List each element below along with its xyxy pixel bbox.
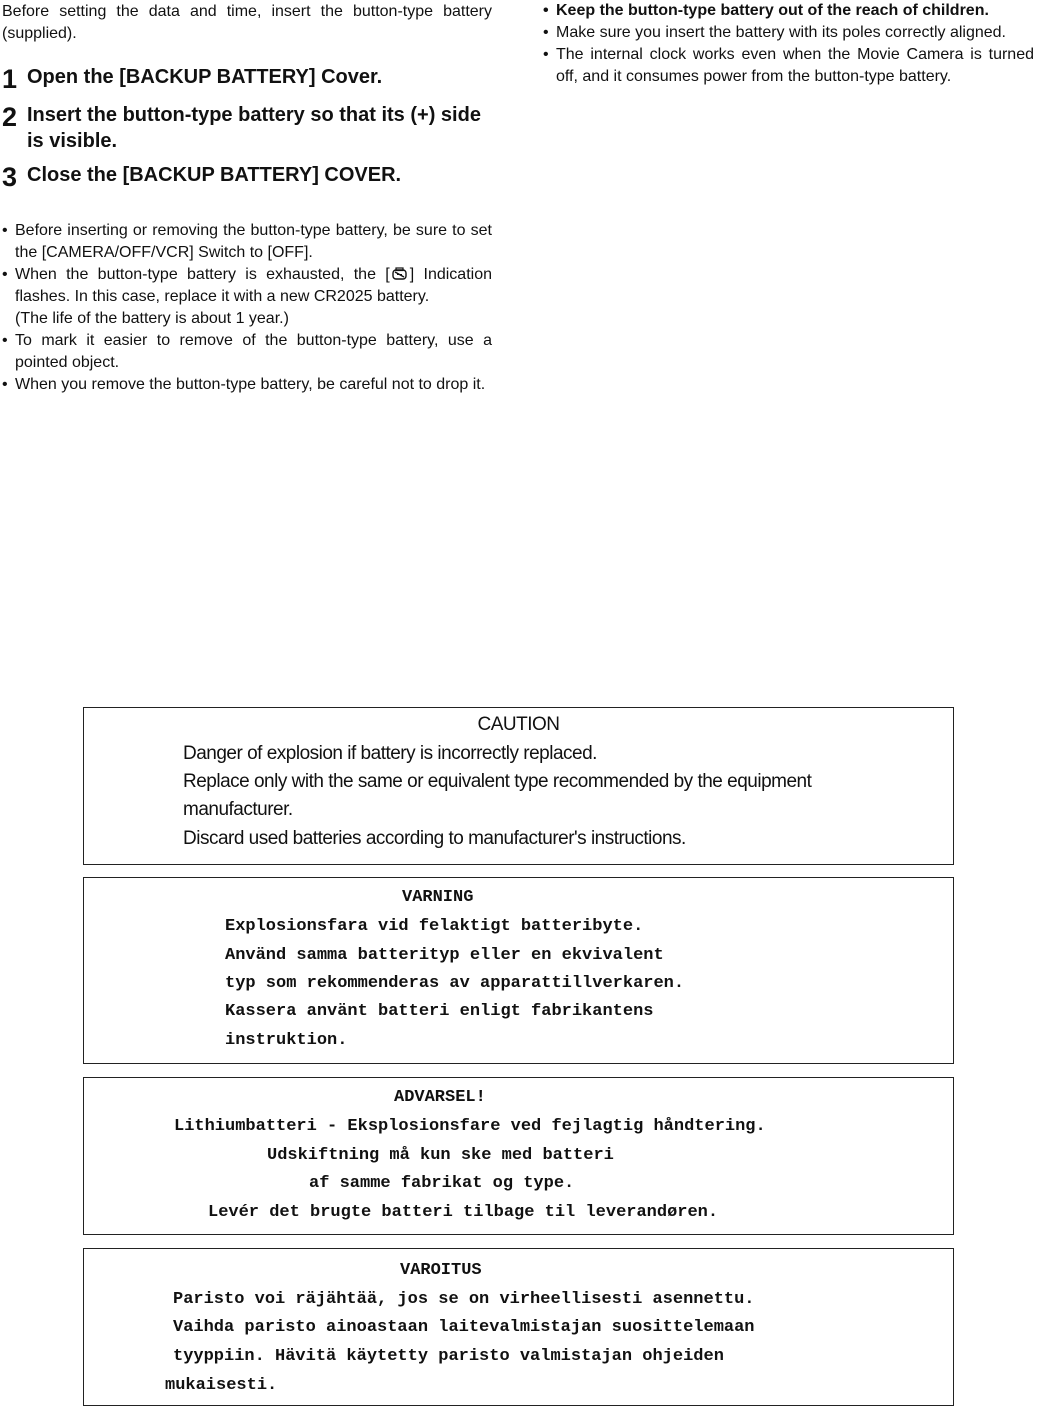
varning-box <box>83 877 954 1064</box>
step-number: 1 <box>2 64 18 94</box>
varoitus-line: Paristo voi räjähtää, jos se on virheellisesti asennettu. <box>173 1290 755 1309</box>
caution-box <box>83 707 954 865</box>
list-item: • Make sure you insert the battery with its poles correctly aligned. <box>543 24 1006 41</box>
warning-text: Keep the button-type battery out of the reach of children. <box>556 2 989 19</box>
warning-text: The internal clock works even when the Movie Camera is turned off, and it consumes power from the button-type battery. <box>556 46 1034 85</box>
step-1 <box>2 64 492 94</box>
advarsel-line: af samme fabrikat og type. <box>309 1174 575 1193</box>
varning-line: Använd samma batterityp eller en ekvivalent <box>225 946 664 965</box>
caution-line: manufacturer. <box>183 799 293 820</box>
battery-life-note: (The life of the battery is about 1 year.) <box>15 310 289 327</box>
step-number: 3 <box>2 162 18 192</box>
list-item: • When the button-type battery is exhausted, the [ ] Indication flashes. In this case, replace it with a new CR2025 battery. (The life of the battery is about 1 year.) <box>2 264 492 330</box>
advarsel-line: Levér det brugte batteri tilbage til leverandøren. <box>208 1203 719 1222</box>
varning-line: Kassera använt batteri enligt fabrikantens <box>225 1002 654 1021</box>
caution-line: Replace only with the same or equivalent type recommended by the equipment <box>183 771 812 792</box>
note-text: ] Indication flashes. In this case, replace it with a new CR2025 battery. <box>15 266 492 305</box>
warning-text: Make sure you insert the battery with its poles correctly aligned. <box>556 24 1006 41</box>
varoitus-line: tyyppiin. Hävitä käytetty paristo valmistajan ohjeiden <box>173 1347 724 1366</box>
list-item: • To mark it easier to remove of the button-type battery, use a pointed object. <box>2 332 492 371</box>
advarsel-title: ADVARSEL! <box>394 1088 486 1107</box>
advarsel-line: Lithiumbatteri - Eksplosionsfare ved fejlagtig håndtering. <box>174 1117 766 1136</box>
caution-line: Danger of explosion if battery is incorrectly replaced. <box>183 743 597 764</box>
note-text: To mark it easier to remove of the button-type battery, use a pointed object. <box>15 332 492 371</box>
caution-title: CAUTION <box>477 714 560 735</box>
varoitus-box <box>83 1248 954 1406</box>
left-column <box>2 0 492 396</box>
step-number: 2 <box>2 102 18 132</box>
caution-line: Discard used batteries according to manufacturer's instructions. <box>183 828 686 849</box>
varning-title: VARNING <box>402 888 474 907</box>
notes-list <box>2 220 492 396</box>
list-item: • Keep the button-type battery out of the reach of children. <box>543 2 989 19</box>
right-column <box>543 0 1034 88</box>
varoitus-line: mukaisesti. <box>165 1376 278 1395</box>
varning-line: typ som rekommenderas av apparattillverkaren. <box>225 974 685 993</box>
list-item: • When you remove the button-type battery, be careful not to drop it. <box>2 376 486 393</box>
varoitus-title: VAROITUS <box>400 1261 482 1280</box>
step-2 <box>2 102 492 154</box>
advarsel-box <box>83 1077 954 1235</box>
varoitus-line: Vaihda paristo ainoastaan laitevalmistajan suosittelemaan <box>173 1318 755 1337</box>
step-text: Insert the button-type battery so that its (+) side is visible. <box>27 104 481 152</box>
note-text: When you remove the button-type battery, be careful not to drop it. <box>15 376 486 393</box>
step-text: Close the [BACKUP BATTERY] COVER. <box>27 164 402 186</box>
step-text: Open the [BACKUP BATTERY] Cover. <box>27 66 383 88</box>
varning-line: Explosionsfara vid felaktigt batteribyte. <box>225 917 644 936</box>
list-item: • Before inserting or removing the button-type battery, be sure to set the [CAMERA/OFF/VCR] Switch to [OFF]. <box>2 222 492 261</box>
advarsel-line: Udskiftning må kun ske med batteri <box>267 1146 614 1165</box>
note-text: Before inserting or removing the button-type battery, be sure to set the [CAMERA/OFF/VCR] Switch to [OFF]. <box>15 222 492 261</box>
step-3 <box>2 162 492 192</box>
list-item: • The internal clock works even when the Movie Camera is turned off, and it consumes power from the button-type battery. <box>543 46 1034 85</box>
battery-exhausted-icon <box>392 267 408 281</box>
note-text: When the button-type battery is exhausted, the [ <box>15 266 390 283</box>
varning-line: instruktion. <box>225 1031 348 1050</box>
warnings-list <box>543 0 1034 88</box>
intro-text: Before setting the data and time, insert the button-type battery (supplied). <box>2 3 492 42</box>
